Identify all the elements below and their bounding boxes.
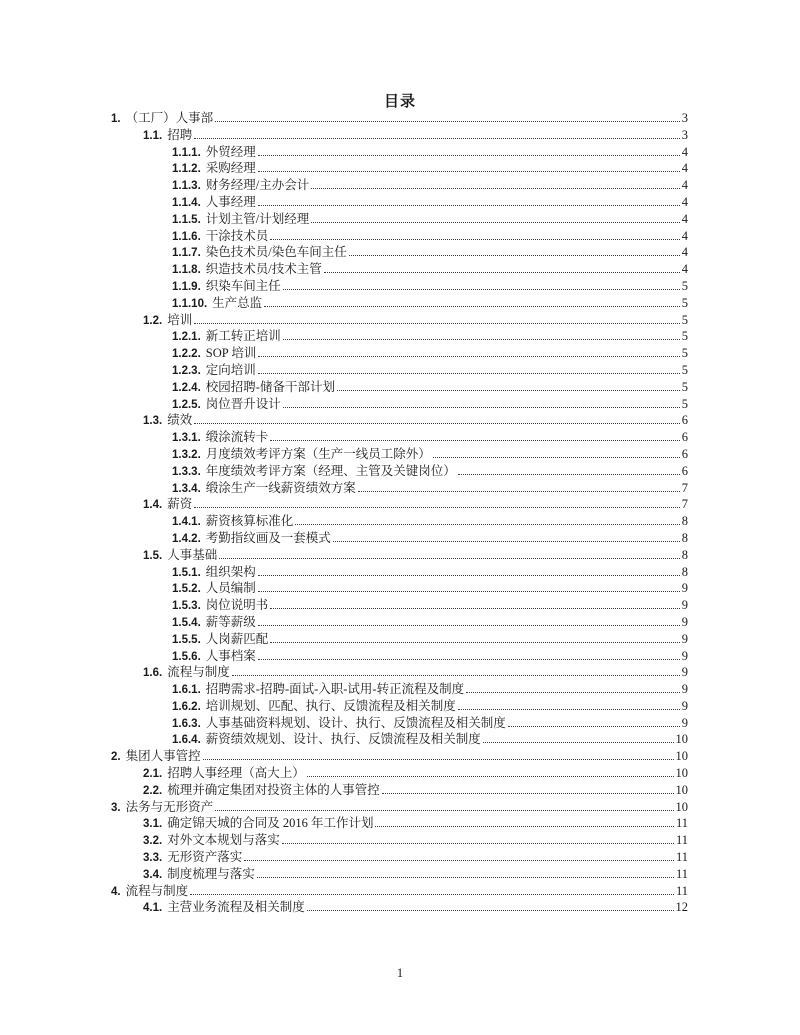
- toc-entry-number: 1.1.5.: [172, 213, 201, 226]
- toc-entry-page: 4: [681, 228, 688, 243]
- toc-entry-label: （工厂）人事部: [125, 111, 214, 125]
- toc-entry-number: 1.2.2.: [172, 348, 201, 361]
- toc-entry-label: 薪资绩效规划、设计、执行、反馈流程及相关制度: [205, 732, 481, 747]
- toc-entry-number: 1.4.2.: [172, 532, 201, 545]
- toc-entry-label: 财务经理/主办会计: [205, 178, 310, 193]
- toc-entry-page: 9: [681, 648, 688, 663]
- toc-entry-label: 招聘: [167, 127, 193, 142]
- toc-entry-number: 3.3.: [143, 852, 163, 865]
- dot-leader: [307, 775, 674, 777]
- toc-entry-page: 6: [681, 446, 688, 461]
- toc-entry-number: 3.1.: [143, 818, 163, 831]
- toc-entry-label: 定向培训: [205, 362, 256, 377]
- toc-entry[interactable]: [111, 261, 688, 278]
- dot-leader: [283, 406, 680, 408]
- dot-leader: [324, 271, 680, 273]
- toc-entry[interactable]: [111, 244, 688, 261]
- dot-leader: [215, 809, 673, 811]
- toc-entry-label: 缎涂流转卡: [205, 430, 269, 445]
- toc-entry-page: 8: [681, 530, 688, 545]
- toc-entry-page: 11: [675, 850, 688, 865]
- toc-entry[interactable]: [111, 480, 688, 497]
- toc-entry[interactable]: [111, 412, 688, 429]
- dot-leader: [194, 322, 680, 324]
- toc-entry[interactable]: [111, 127, 688, 144]
- toc-entry-number: 1.: [111, 113, 121, 125]
- toc-entry-number: 4.: [111, 885, 121, 898]
- toc-entry-page: 9: [681, 682, 688, 697]
- toc-entry-label: 校园招聘-储备干部计划: [205, 379, 335, 394]
- dot-leader: [375, 825, 674, 827]
- toc-entry-page: 6: [681, 463, 688, 478]
- toc-entry-page: 6: [681, 413, 688, 428]
- toc-entry[interactable]: [111, 815, 688, 832]
- dot-leader: [382, 792, 674, 794]
- toc-entry-page: 8: [681, 514, 688, 529]
- toc-entry[interactable]: [111, 849, 688, 866]
- toc-entry-number: 1.5.2.: [172, 583, 201, 596]
- toc-entry-page: 5: [681, 312, 688, 327]
- dot-leader: [433, 456, 680, 458]
- toc-entry-label: 织染车间主任: [205, 278, 281, 293]
- toc-entry-label: 薪等薪级: [205, 614, 256, 629]
- dot-leader: [258, 355, 679, 357]
- dot-leader: [244, 859, 674, 861]
- toc-entry[interactable]: [111, 631, 688, 648]
- toc-entry[interactable]: [111, 396, 688, 413]
- toc-entry-number: 1.3.: [143, 415, 163, 428]
- toc-entry[interactable]: [111, 228, 688, 245]
- toc-entry-number: 1.5.1.: [172, 566, 201, 579]
- toc-entry-page: 9: [681, 698, 688, 713]
- toc-entry[interactable]: [111, 312, 688, 329]
- dot-leader: [307, 909, 674, 911]
- toc-entry-label: 染色技术员/染色车间主任: [205, 245, 347, 260]
- toc-entry[interactable]: [111, 547, 688, 564]
- toc-entry[interactable]: [111, 648, 688, 665]
- toc-entry-number: 1.1.2.: [172, 163, 201, 176]
- toc-entry-label: 集团人事管控: [125, 749, 201, 764]
- toc-entry-label: 培训规划、匹配、执行、反馈流程及相关制度: [205, 698, 456, 713]
- toc-entry-label: 组织架构: [205, 564, 256, 579]
- toc-entry[interactable]: [111, 748, 688, 765]
- toc-entry-page: 4: [681, 262, 688, 277]
- toc-entry-number: 1.2.4.: [172, 381, 201, 394]
- toc-entry-number: 1.4.: [143, 499, 163, 512]
- toc-entry[interactable]: [111, 160, 688, 177]
- toc-entry-page: 4: [681, 144, 688, 159]
- dot-leader: [333, 540, 680, 542]
- toc-title: 目录: [383, 94, 416, 110]
- toc-entry[interactable]: [111, 295, 688, 312]
- toc-entry[interactable]: [111, 698, 688, 715]
- dot-leader: [282, 842, 674, 844]
- toc-entry-page: 4: [681, 161, 688, 176]
- toc-entry-page: 5: [681, 346, 688, 361]
- toc-entry-number: 3.: [111, 801, 121, 814]
- toc-entry[interactable]: [111, 715, 688, 732]
- toc-entry-label: 人员编制: [205, 581, 256, 596]
- toc-entry-label: 人岗薪匹配: [205, 631, 269, 646]
- toc-entry-label: SOP 培训: [205, 346, 257, 361]
- dot-leader: [270, 238, 679, 240]
- toc-entry-number: 1.3.1.: [172, 432, 201, 445]
- toc-entry-page: 5: [681, 278, 688, 293]
- toc-entry[interactable]: [111, 429, 688, 446]
- toc-entry-number: 1.5.4.: [172, 616, 201, 629]
- toc-entry-number: 1.3.3.: [172, 465, 201, 478]
- toc-entry-number: 1.6.2.: [172, 700, 201, 713]
- toc-entry-label: 缎涂生产一线薪资绩效方案: [205, 480, 356, 495]
- toc-entry-label: 人事档案: [205, 648, 256, 663]
- toc-entry-page: 5: [681, 329, 688, 344]
- toc-entry-page: 7: [681, 497, 688, 512]
- toc-entry-page: 7: [681, 480, 688, 495]
- toc-entry-label: 无形资产落实: [167, 850, 243, 865]
- dot-leader: [358, 490, 680, 492]
- toc-entry-page: 8: [681, 547, 688, 562]
- toc-entry-label: 人事经理: [205, 194, 256, 209]
- toc-entry[interactable]: [111, 345, 688, 362]
- toc-entry-label: 人事基础: [167, 547, 218, 562]
- toc-entry-number: 3.4.: [143, 868, 163, 881]
- toc-entry[interactable]: [111, 144, 688, 161]
- toc-entry-label: 流程与制度: [167, 665, 230, 680]
- toc-entry-number: 1.5.6.: [172, 650, 201, 663]
- dot-leader: [258, 204, 680, 206]
- toc-entry[interactable]: [111, 278, 688, 295]
- toc-entry-label: 年度绩效考评方案（经理、主管及关键岗位）: [205, 463, 456, 478]
- toc-entry-number: 1.5.: [143, 549, 163, 562]
- toc-entry[interactable]: [111, 883, 688, 900]
- toc-entry-page: 10: [675, 732, 688, 747]
- toc-entry-number: 1.6.4.: [172, 734, 201, 747]
- dot-leader: [258, 590, 680, 592]
- toc-entry-label: 新工转正培训: [205, 329, 281, 344]
- toc-entry-page: 11: [675, 833, 688, 848]
- toc-entry-page: 10: [675, 799, 688, 814]
- toc-entry-number: 2.2.: [143, 784, 163, 797]
- toc-entry-page: 4: [681, 245, 688, 260]
- toc-entry-number: 1.1.: [143, 129, 163, 142]
- toc-entry-label: 流程与制度: [125, 883, 189, 898]
- toc-entry-number: 1.3.4.: [172, 482, 201, 495]
- toc-entry-page: 6: [681, 430, 688, 445]
- toc-entry-page: 9: [681, 715, 688, 730]
- toc-entry-page: 5: [681, 379, 688, 394]
- toc-entry[interactable]: [111, 899, 688, 916]
- dot-leader: [283, 288, 680, 290]
- dot-leader: [219, 557, 680, 559]
- toc-entry-number: 3.2.: [143, 835, 163, 848]
- toc-entry-page: 4: [681, 211, 688, 226]
- toc-entry-page: 10: [675, 782, 688, 797]
- toc-entry-label: 干涂技术员: [205, 228, 269, 243]
- toc-entry-number: 1.1.3.: [172, 180, 201, 193]
- toc-entry-page: 5: [681, 396, 688, 411]
- toc-entry-number: 1.5.3.: [172, 600, 201, 613]
- dot-leader: [270, 607, 679, 609]
- toc-entry-label: 梳理并确定集团对投资主体的人事管控: [167, 782, 380, 797]
- toc-entry-number: 1.2.: [143, 314, 163, 327]
- toc-entry-number: 1.4.1.: [172, 516, 201, 529]
- toc-entry-number: 4.1.: [143, 902, 163, 915]
- dot-leader: [295, 523, 679, 525]
- toc-entry-label: 岗位说明书: [205, 598, 269, 613]
- dot-leader: [257, 876, 674, 878]
- toc-entry-page: 10: [675, 766, 688, 781]
- dot-leader: [264, 305, 680, 307]
- toc-entry-number: 1.6.: [143, 667, 163, 680]
- toc-entry-label: 招聘需求-招聘-面试-入职-试用-转正流程及制度: [205, 682, 465, 697]
- toc-list: [111, 110, 688, 916]
- toc-entry[interactable]: [111, 446, 688, 463]
- toc-entry[interactable]: [111, 799, 688, 816]
- toc-entry[interactable]: [111, 597, 688, 614]
- toc-entry-label: 计划主管/计划经理: [205, 211, 310, 226]
- dot-leader: [194, 422, 680, 424]
- toc-entry[interactable]: [111, 328, 688, 345]
- dot-leader: [311, 187, 679, 189]
- dot-leader: [349, 254, 680, 256]
- toc-entry-page: 12: [675, 900, 688, 915]
- toc-entry-label: 薪资核算标准化: [205, 514, 294, 529]
- dot-leader: [194, 137, 680, 139]
- toc-entry-label: 人事基础资料规划、设计、执行、反馈流程及相关制度: [205, 715, 506, 730]
- toc-entry-page: 9: [681, 631, 688, 646]
- dot-leader: [483, 741, 674, 743]
- dot-leader: [311, 221, 679, 223]
- toc-entry-page: 3: [681, 111, 688, 125]
- toc-entry[interactable]: [111, 832, 688, 849]
- toc-entry-page: 4: [681, 178, 688, 193]
- toc-entry-label: 培训: [167, 312, 193, 327]
- toc-entry[interactable]: [111, 664, 688, 681]
- dot-leader: [270, 439, 679, 441]
- dot-leader: [258, 170, 680, 172]
- toc-entry-number: 1.2.5.: [172, 398, 201, 411]
- toc-entry[interactable]: [111, 463, 688, 480]
- toc-entry-number: 1.2.1.: [172, 331, 201, 344]
- dot-leader: [258, 372, 680, 374]
- toc-entry-label: 制度梳理与落实: [167, 866, 255, 881]
- toc-entry[interactable]: [111, 513, 688, 530]
- dot-leader: [203, 758, 674, 760]
- toc-entry[interactable]: [111, 211, 688, 228]
- toc-entry-page: 9: [681, 665, 688, 680]
- footer-page-number: 1: [396, 966, 404, 980]
- toc-entry-number: 1.1.1.: [172, 146, 201, 159]
- toc-entry-number: 1.6.1.: [172, 684, 201, 697]
- toc-entry-label: 对外文本规划与落实: [167, 833, 280, 848]
- toc-entry[interactable]: [111, 110, 688, 127]
- toc-entry-page: 9: [681, 598, 688, 613]
- toc-entry-label: 岗位晋升设计: [205, 396, 281, 411]
- dot-leader: [337, 389, 680, 391]
- dot-leader: [215, 120, 680, 122]
- toc-entry-page: 9: [681, 614, 688, 629]
- toc-entry[interactable]: [111, 580, 688, 597]
- toc-entry-page: 11: [675, 883, 688, 898]
- toc-entry-label: 月度绩效考评方案（生产一线员工除外）: [205, 446, 431, 461]
- toc-entry[interactable]: [111, 564, 688, 581]
- toc-entry-label: 薪资: [167, 497, 193, 512]
- dot-leader: [270, 641, 679, 643]
- toc-entry-page: 11: [675, 816, 688, 831]
- toc-entry-label: 绩效: [167, 413, 193, 428]
- toc-entry-label: 法务与无形资产: [125, 799, 214, 814]
- dot-leader: [458, 708, 680, 710]
- dot-leader: [458, 473, 680, 475]
- dot-leader: [258, 658, 680, 660]
- toc-entry[interactable]: [111, 194, 688, 211]
- toc-entry-number: 1.5.5.: [172, 633, 201, 646]
- toc-entry[interactable]: [111, 614, 688, 631]
- toc-entry-number: 1.1.6.: [172, 230, 201, 243]
- toc-entry[interactable]: [111, 362, 688, 379]
- toc-entry-page: 5: [681, 362, 688, 377]
- toc-entry-number: 1.1.9.: [172, 280, 201, 293]
- dot-leader: [283, 338, 680, 340]
- dot-leader: [508, 725, 680, 727]
- toc-entry-page: 4: [681, 194, 688, 209]
- toc-entry-page: 8: [681, 564, 688, 579]
- toc-entry[interactable]: [111, 496, 688, 513]
- toc-entry-number: 1.3.2.: [172, 448, 201, 461]
- toc-entry-page: 10: [675, 749, 688, 764]
- toc-entry[interactable]: [111, 731, 688, 748]
- dot-leader: [466, 691, 680, 693]
- dot-leader: [232, 674, 680, 676]
- dot-leader: [190, 893, 674, 895]
- dot-leader: [258, 574, 680, 576]
- toc-entry-number: 1.6.3.: [172, 717, 201, 730]
- dot-leader: [258, 154, 680, 156]
- toc-entry-number: 2.1.: [143, 768, 163, 781]
- toc-entry-label: 织造技术员/技术主管: [205, 262, 322, 277]
- toc-entry[interactable]: [111, 681, 688, 698]
- toc-entry-number: 1.1.4.: [172, 196, 201, 209]
- toc-entry-page: 11: [675, 866, 688, 881]
- dot-leader: [194, 506, 680, 508]
- toc-entry-page: 3: [681, 127, 688, 142]
- toc-entry-number: 1.1.8.: [172, 264, 201, 277]
- toc-entry[interactable]: [111, 177, 688, 194]
- toc-entry[interactable]: [111, 765, 688, 782]
- toc-entry-page: 9: [681, 581, 688, 596]
- toc-entry-number: 2.: [111, 751, 121, 764]
- toc-entry-label: 外贸经理: [205, 144, 256, 159]
- toc-entry-label: 采购经理: [205, 161, 256, 176]
- toc-entry[interactable]: [111, 530, 688, 547]
- toc-entry-label: 主营业务流程及相关制度: [167, 900, 305, 915]
- toc-entry-label: 招聘人事经理（高大上）: [167, 766, 305, 781]
- toc-entry-label: 生产总监: [212, 295, 263, 310]
- toc-entry-number: 1.2.3.: [172, 364, 201, 377]
- toc-entry-number: 1.1.10.: [172, 297, 208, 310]
- toc-entry[interactable]: [111, 379, 688, 396]
- toc-entry[interactable]: [111, 866, 688, 883]
- toc-entry-label: 确定锦天城的合同及 2016 年工作计划: [167, 816, 374, 831]
- toc-entry-label: 考勤指纹画及一套模式: [205, 530, 331, 545]
- dot-leader: [258, 624, 680, 626]
- toc-entry-page: 5: [681, 295, 688, 310]
- toc-entry[interactable]: [111, 782, 688, 799]
- toc-entry-number: 1.1.7.: [172, 247, 201, 260]
